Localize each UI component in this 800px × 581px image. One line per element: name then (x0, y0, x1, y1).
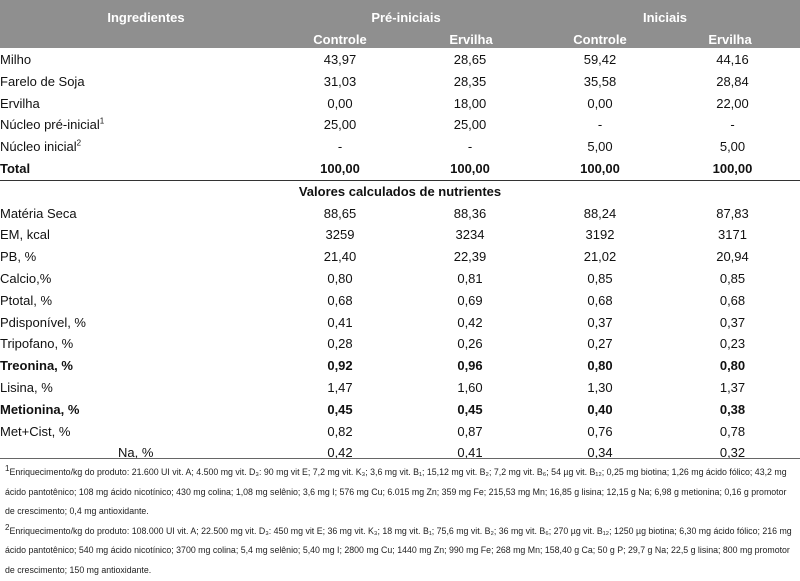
row-label-text: Núcleo inicial (0, 139, 77, 155)
table-row (0, 49, 800, 71)
row-label: Tripofano, % (0, 336, 74, 352)
cell-value: 88,24 (583, 205, 617, 221)
row-label: Calcio,% (0, 270, 52, 286)
table-row (0, 246, 800, 268)
cell-value: 0,42 (327, 445, 353, 461)
cell-value: 0,80 (719, 358, 746, 374)
row-label: Na, % (118, 445, 154, 461)
cell-value: 0,41 (327, 314, 353, 330)
row-label: Ervilha (0, 95, 40, 111)
cell-value: 21,02 (583, 249, 617, 265)
cell-value: 0,80 (327, 270, 353, 286)
cell-value: 0,96 (457, 358, 483, 374)
cell-value: 0,85 (719, 270, 746, 286)
cell-value: 44,16 (716, 52, 749, 67)
cell-value: 59,42 (583, 52, 617, 67)
cell-value: 0,80 (587, 358, 613, 374)
footnote-2 (5, 522, 796, 581)
cell-value: 0,26 (457, 336, 483, 352)
table-row (0, 93, 800, 115)
cell-value: 0,69 (457, 292, 483, 308)
cell-value: 0,87 (457, 423, 483, 439)
cell-value: 0,40 (587, 401, 613, 417)
data-table (0, 49, 800, 464)
cell-value: 18,00 (453, 95, 487, 111)
cell-value: 0,00 (327, 95, 353, 111)
cell-value: 1,30 (587, 379, 613, 395)
cell-value: 0,45 (457, 401, 483, 417)
table-row (0, 136, 800, 158)
cell-value: 0,38 (719, 401, 746, 417)
header-iniciais: Iniciais (642, 10, 688, 25)
table-row (0, 268, 800, 290)
table-row (0, 71, 800, 93)
cell-value: 35,58 (583, 73, 617, 89)
table-row (0, 421, 800, 443)
row-label: Ptotal, % (0, 292, 53, 308)
cell-value: 0,92 (327, 358, 353, 374)
cell-value: 0,23 (719, 336, 746, 352)
table-row (0, 290, 800, 312)
cell-value: 1,60 (457, 379, 483, 395)
row-label: Milho (0, 52, 32, 67)
row-label: Matéria Seca (0, 205, 77, 221)
row-label: Met+Cist, % (0, 423, 71, 439)
cell-value: 21,40 (323, 249, 357, 265)
section-title: Valores calculados de nutrientes (298, 183, 502, 199)
cell-value: 0,76 (587, 423, 613, 439)
header-ervilha-pre: Ervilha (449, 32, 493, 47)
header-controle-ini: Controle (573, 32, 627, 47)
cell-value: 22,39 (453, 249, 487, 265)
cell-value: 3259 (325, 227, 355, 243)
cell-value: 0,68 (587, 292, 613, 308)
cell-value: 25,00 (323, 117, 357, 133)
cell-value: - (337, 139, 343, 155)
cell-value: 0,45 (327, 401, 353, 417)
row-label-text: Núcleo pré-inicial (0, 117, 100, 133)
table-row (0, 399, 800, 421)
cell-value: 0,37 (719, 314, 746, 330)
footnote-1-text: Enriquecimento/kg do produto: 21.600 UI vit. A; 4.500 mg vit. D₃: 90 mg vit E; 7,2 mg vit. K₃; 3,6 mg vit. B₁; 15,12 mg vit. B₂; 7,2 mg vit. B₆; 54 µg vit. B₁₂; 0,25 mg biotina; 1,26 mg ácido fólico; 43,2 mg ácido pantotênico; 108 mg ácido nicotínico; 430 mg colina; 1,08 mg selênio; 3,6 mg I; 576 mg Cu; 6.015 mg Zn; 359 mg Fe; 215,53 mg Mn; 16,85 g lisina; 12,15 g Na; 6,98 g metionina; 0,16 g promotor de crescimento; 0,4 mg antioxidante. (5, 467, 787, 517)
section-row (0, 180, 800, 202)
header-ingredientes: Ingredientes (107, 10, 185, 25)
table-row (0, 377, 800, 399)
footnote-2-text: Enriquecimento/kg do produto: 108.000 UI vit. A; 22.500 mg vit. D₃: 450 mg vit E; 36 mg vit. K₃; 18 mg vit. B₁; 75,6 mg vit. B₂; 36 mg vit. B₆; 270 µg vit. B₁₂; 1250 µg biotina; 6,30 mg ácido fólico; 216 mg ácido pantotênico; 540 mg ácido nicotínico; 3700 mg colina; 5,4 mg selênio; 5,40 mg I; 2800 mg Cu; 1440 mg Zn; 990 mg Fe; 268 mg Mn; 158,40 g Ca; 50 g P; 29,7 g Na; 22,5 g lisina; 800 mg promotor de crescimento; 150 mg antioxidante. (5, 525, 792, 575)
row-label: EM, kcal (0, 227, 50, 243)
cell-value: 28,35 (453, 73, 487, 89)
row-label: Pdisponível, % (0, 314, 86, 330)
cell-value: 22,00 (716, 95, 749, 111)
cell-value: - (597, 117, 603, 133)
cell-value: 28,65 (453, 52, 487, 67)
cell-value: 0,27 (587, 336, 613, 352)
header-pre-iniciais: Pré-iniciais (371, 10, 441, 25)
row-label (0, 114, 275, 136)
row-label (0, 136, 275, 158)
cell-value: 100,00 (275, 158, 405, 180)
footnote-2-mark: 2 (5, 522, 10, 532)
cell-value: 0,00 (587, 95, 613, 111)
cell-value: 100,00 (535, 158, 665, 180)
cell-value: 0,42 (457, 314, 483, 330)
cell-value: 0,81 (457, 270, 483, 286)
table-row (0, 224, 800, 246)
row-label: Total (0, 158, 275, 180)
row-label: Treonina, % (0, 358, 73, 374)
header-controle-pre: Controle (313, 32, 367, 47)
cell-value: 88,65 (323, 205, 357, 221)
table-row (0, 355, 800, 377)
cell-value: - (467, 139, 473, 155)
row-label: Metionina, % (0, 401, 80, 417)
row-label: Farelo de Soja (0, 73, 85, 89)
cell-value: 3234 (455, 227, 485, 243)
cell-value: 0,78 (719, 423, 746, 439)
footnotes (0, 458, 800, 580)
footnote-ref: 1 (99, 117, 105, 127)
cell-value: 0,32 (719, 445, 746, 461)
cell-value: 1,37 (719, 379, 746, 395)
cell-value: 20,94 (716, 249, 749, 265)
cell-value: 3171 (718, 227, 747, 243)
footnote-1 (5, 463, 796, 522)
cell-value: 100,00 (405, 158, 535, 180)
table-header (0, 0, 800, 48)
cell-value: 28,84 (716, 73, 749, 89)
cell-value: 0,68 (327, 292, 353, 308)
cell-value: 0,34 (587, 445, 613, 461)
cell-value: 0,37 (587, 314, 613, 330)
footnote-1-mark: 1 (5, 464, 10, 474)
cell-value: 0,82 (327, 423, 353, 439)
cell-value: 0,41 (457, 445, 483, 461)
table-row (0, 312, 800, 334)
row-label: Lisina, % (0, 379, 53, 395)
cell-value: 25,00 (453, 117, 487, 133)
row-label: PB, % (0, 249, 37, 265)
cell-value: 0,28 (327, 336, 353, 352)
cell-value: 31,03 (323, 73, 357, 89)
cell-value: - (730, 117, 735, 133)
cell-value: 1,47 (327, 379, 353, 395)
cell-value: 0,85 (587, 270, 613, 286)
header-ervilha-ini: Ervilha (708, 32, 752, 47)
cell-value: 88,36 (453, 205, 487, 221)
cell-value: 3192 (585, 227, 615, 243)
cell-value: 5,00 (587, 139, 613, 155)
total-row (0, 158, 800, 180)
table-row (0, 114, 800, 136)
cell-value: 87,83 (716, 205, 749, 221)
cell-value: 0,68 (719, 292, 746, 308)
cell-value: 5,00 (719, 139, 746, 155)
table-row (0, 333, 800, 355)
cell-value: 100,00 (665, 158, 800, 180)
cell-value: 43,97 (323, 52, 357, 67)
table-row (0, 203, 800, 225)
footnote-ref: 2 (76, 138, 82, 148)
